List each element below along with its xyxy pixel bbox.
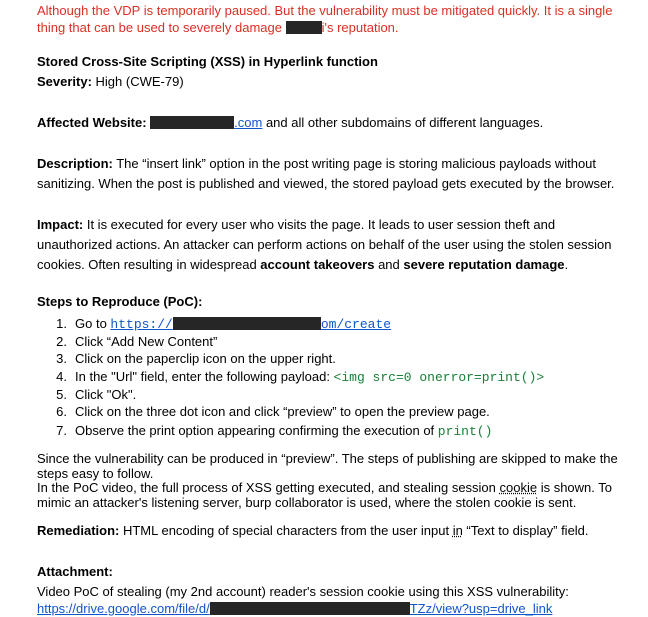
intro-line-2 <box>37 20 399 36</box>
step-item <box>37 369 544 386</box>
description-text-1: The “insert link” option in the post writing page is storing malicious payloads without <box>112 156 597 171</box>
report-title-text: Stored Cross-Site Scripting (XSS) in Hyperlink function <box>37 54 378 69</box>
attachment-heading <box>37 564 113 580</box>
step-number: 1. <box>56 316 67 331</box>
affected-website-rest: and all other subdomains of different languages. <box>262 115 544 130</box>
affected-website-label: Affected Website: <box>37 115 151 130</box>
step-item <box>37 334 217 350</box>
steps-heading-text: Steps to Reproduce (PoC): <box>37 294 203 309</box>
step-number: 4. <box>56 369 67 384</box>
intro-line-2-tail: i's reputation. <box>321 20 399 35</box>
remediation-word: in <box>452 523 463 538</box>
step-number: 2. <box>56 334 67 349</box>
step-text: Click "Ok". <box>75 387 137 402</box>
severity-line <box>37 74 184 90</box>
remediation-line <box>37 523 589 539</box>
note-2-line-1 <box>37 480 612 496</box>
attachment-link-line <box>37 601 552 617</box>
redaction-bar <box>286 21 322 34</box>
impact-text-3-mid: and <box>374 257 404 272</box>
impact-text-3-end: . <box>564 257 569 272</box>
note-2-tail: is shown. To <box>537 480 613 495</box>
affected-website-line <box>37 115 543 131</box>
note-2-text: In the PoC video, the full process of XSS getting executed, and stealing session <box>37 480 500 495</box>
step-item <box>37 316 391 333</box>
redaction-bar <box>173 317 321 330</box>
description-line-2: sanitizing. When the post is published and viewed, the stored payload gets executed by the browser. <box>37 176 615 191</box>
severity-value: High (CWE-79) <box>91 74 184 89</box>
step-text: Click on the three dot icon and click “preview” to open the preview page. <box>75 404 490 419</box>
redaction-bar <box>210 602 410 615</box>
step-text: In the "Url" field, enter the following payload: <box>75 369 334 384</box>
affected-website-link[interactable] <box>150 115 262 130</box>
steps-heading <box>37 294 202 310</box>
intro-line-1: Although the VDP is temporarily paused. But the vulnerability must be mitigated quickly. It is a single <box>37 3 613 18</box>
payload-code: <img src=0 onerror=print()> <box>333 370 545 385</box>
description-label: Description: <box>37 156 113 171</box>
video-poc-link-suffix: TZz/view?usp=drive_link <box>409 601 553 616</box>
impact-emphasis-2: severe reputation damage <box>403 257 565 272</box>
create-page-link[interactable] <box>110 317 391 332</box>
video-poc-link[interactable] <box>37 601 552 616</box>
note-1-line-1: Since the vulnerability can be produced in “preview”. The steps of publishing are skipped to make the <box>37 451 618 466</box>
step-number: 7. <box>56 423 67 438</box>
step-number: 3. <box>56 351 67 366</box>
cookie-word: cookie <box>499 480 538 495</box>
step-number: 6. <box>56 404 67 419</box>
redaction-bar <box>150 116 234 129</box>
step-item <box>37 404 490 420</box>
affected-website-link-tail: .com <box>234 115 263 130</box>
step-item <box>37 423 492 440</box>
impact-line-3 <box>37 257 568 273</box>
description-line-1 <box>37 156 596 172</box>
step-item <box>37 351 336 367</box>
remediation-label: Remediation: <box>37 523 120 538</box>
remediation-text: HTML encoding of special characters from the user input <box>119 523 453 538</box>
impact-emphasis-1: account takeovers <box>260 257 375 272</box>
remediation-tail: “Text to display” field. <box>462 523 589 538</box>
step-item <box>37 387 136 403</box>
intro-line-2-text: thing that can be used to severely damage <box>37 20 286 35</box>
note-2-line-2: mimic an attacker's listening server, burp collaborator is used, where the stolen cookie is sent. <box>37 495 577 510</box>
attachment-line-1: Video PoC of stealing (my 2nd account) reader's session cookie using this XSS vulnerability: <box>37 584 569 599</box>
impact-text-3: cookies. Often resulting in widespread <box>37 257 261 272</box>
step-text: Go to <box>75 316 111 331</box>
create-page-link-prefix: https:// <box>110 317 173 332</box>
attachment-heading-text: Attachment: <box>37 564 113 579</box>
print-code: print() <box>437 424 493 439</box>
note-1-line-2: steps easy to follow. <box>37 466 154 481</box>
step-text: Click on the paperclip icon on the upper right. <box>75 351 336 366</box>
report-title <box>37 54 378 70</box>
step-text: Observe the print option appearing confirming the execution of <box>75 423 438 438</box>
step-text: Click “Add New Content” <box>75 334 218 349</box>
severity-label: Severity: <box>37 74 92 89</box>
impact-line-2: unauthorized actions. An attacker can perform actions on behalf of the user using the stolen session <box>37 237 612 252</box>
step-number: 5. <box>56 387 67 402</box>
impact-line-1 <box>37 217 555 233</box>
impact-text-1: It is executed for every user who visits the page. It leads to user session theft and <box>83 217 556 232</box>
impact-label: Impact: <box>37 217 84 232</box>
create-page-link-suffix: om/create <box>320 317 392 332</box>
video-poc-link-prefix: https://drive.google.com/file/d/ <box>37 601 210 616</box>
